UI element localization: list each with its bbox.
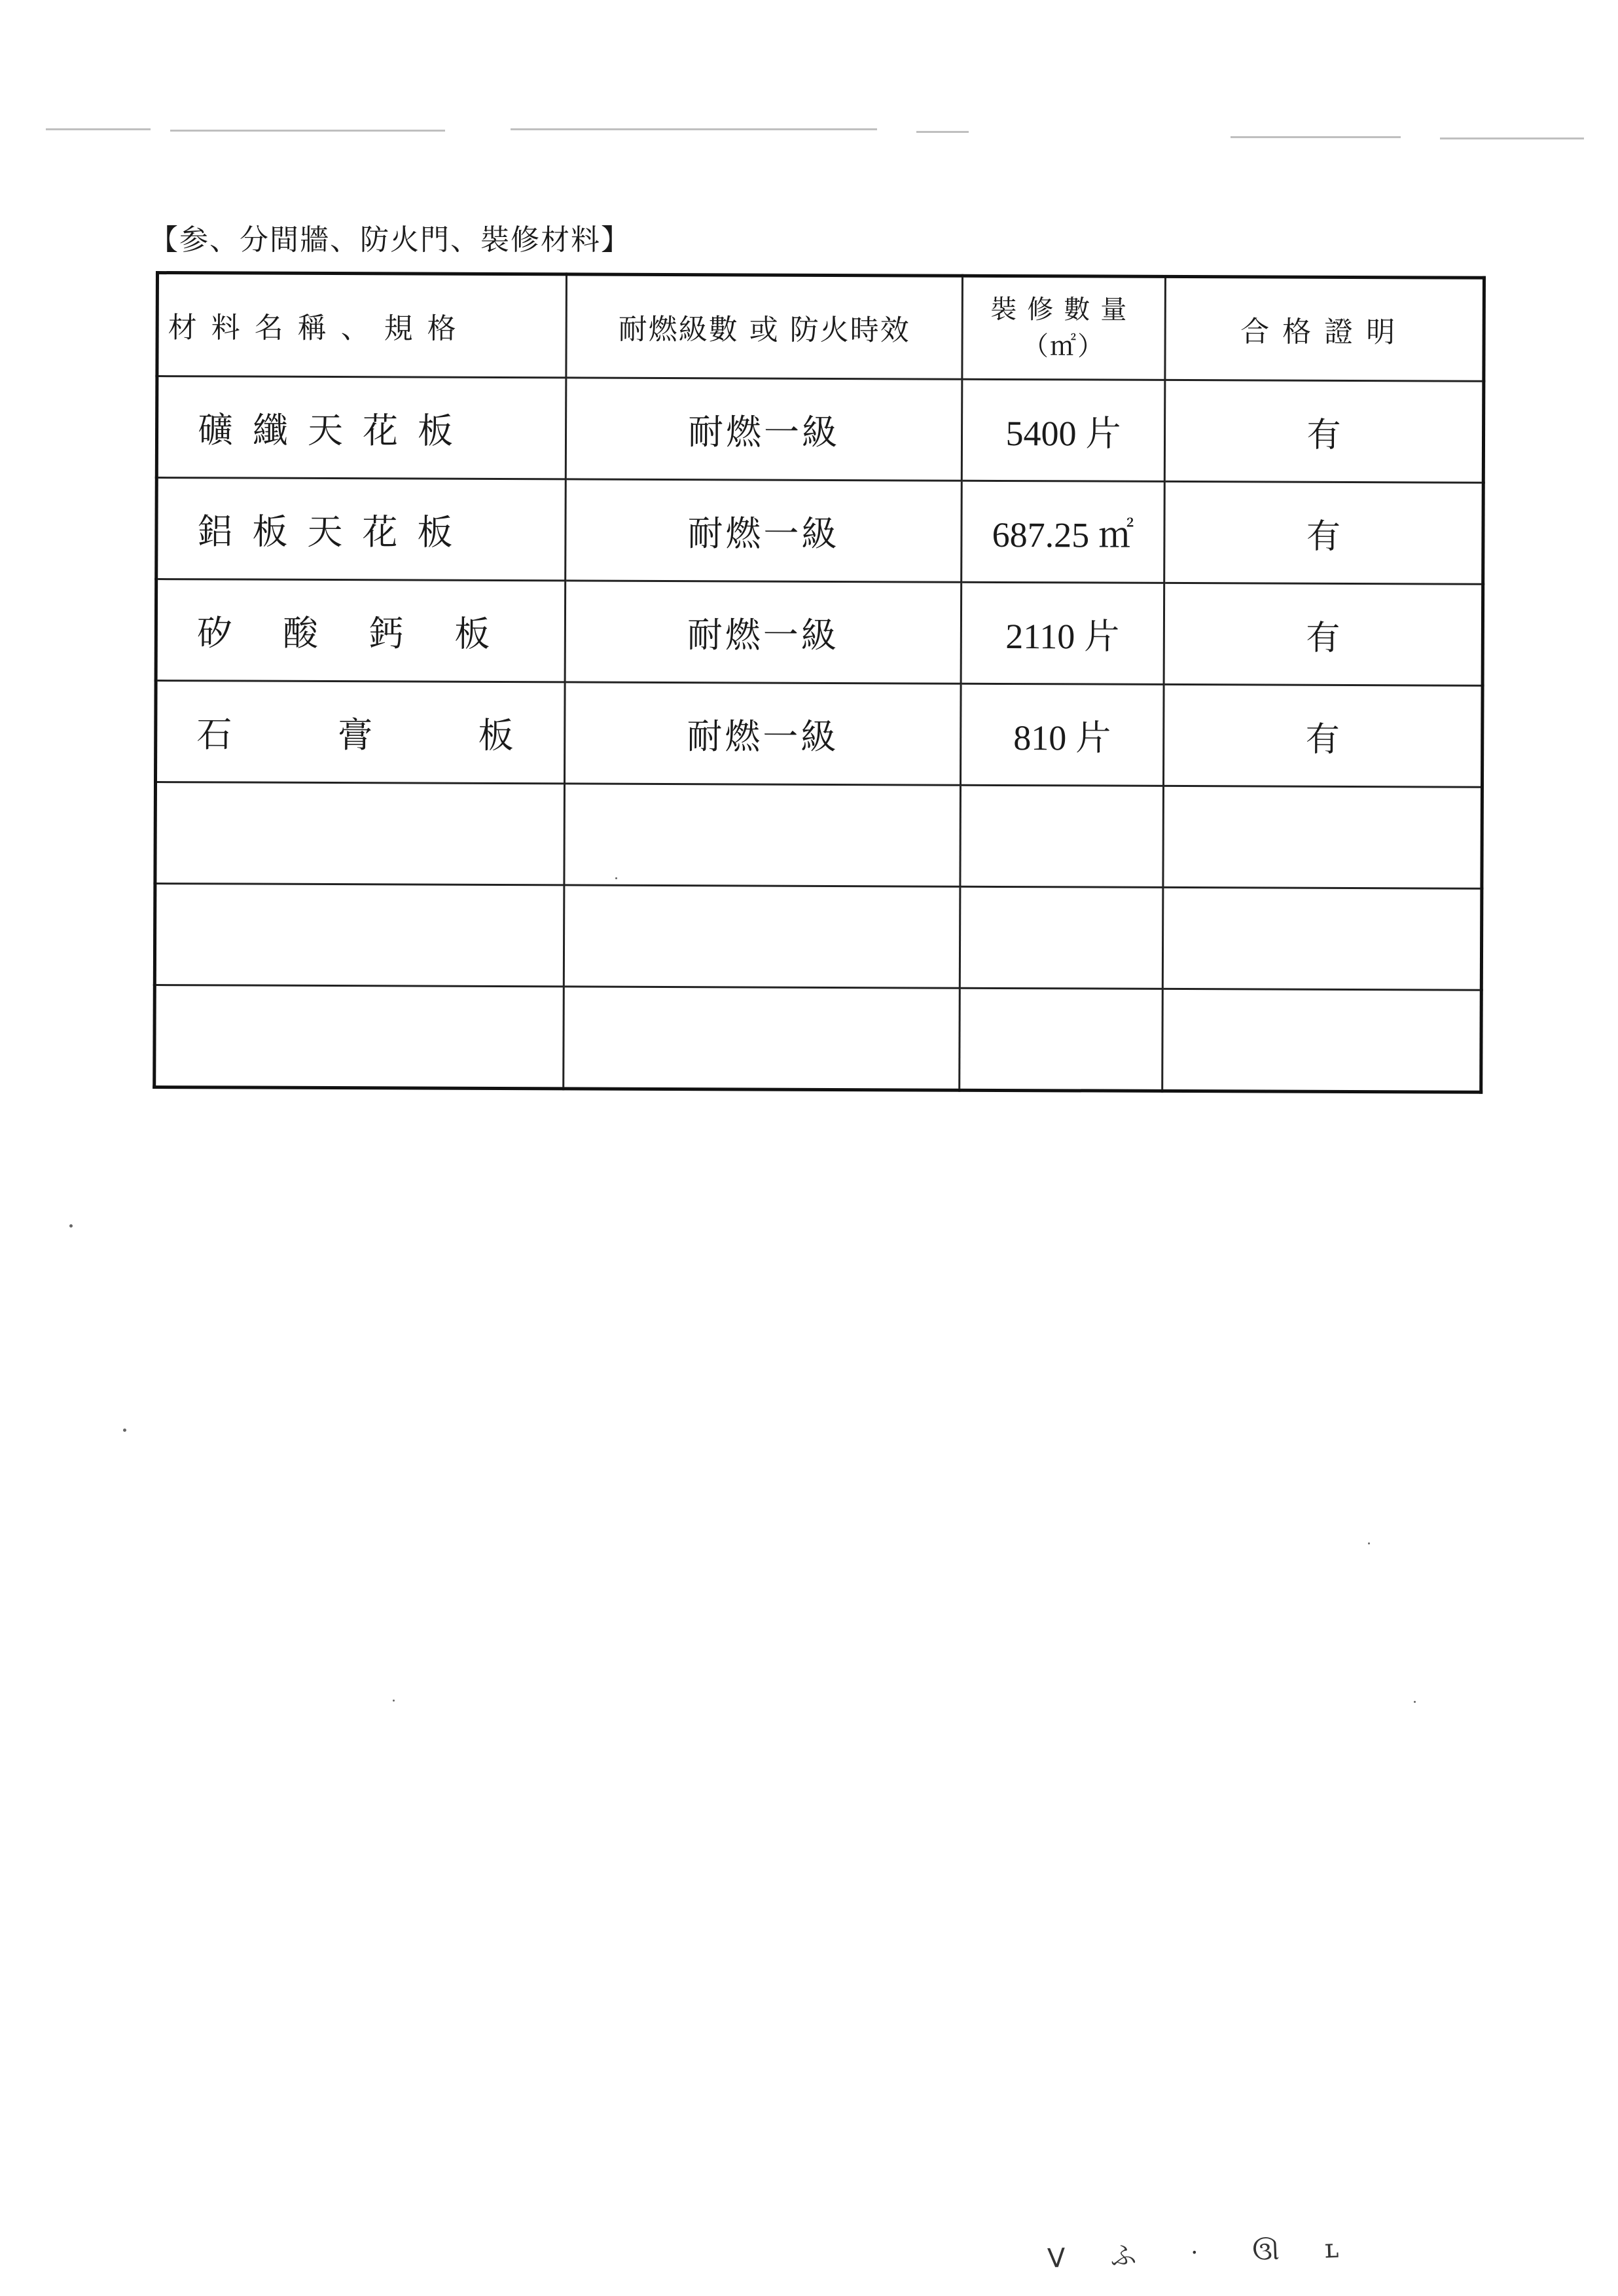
cell-certificate [1163, 786, 1483, 888]
cell-quantity [962, 379, 1165, 481]
scan-artifact [46, 128, 151, 130]
cell-certificate: 有 [1164, 380, 1484, 483]
quantity-value: 687.25 [992, 515, 1090, 555]
quantity-unit: 片 [1085, 412, 1121, 454]
cell-certificate [1162, 887, 1482, 990]
cell-fire-rating: 耐燃一級 [564, 682, 961, 785]
materials-table [153, 271, 1486, 1094]
scan-speck [123, 1429, 126, 1432]
scan-speck [1368, 1542, 1370, 1544]
cell-quantity [960, 683, 1164, 786]
header-fire-rating: 耐燃級數 或 防火時效 [566, 274, 963, 379]
quantity-unit: ㎡ [1098, 514, 1134, 556]
quantity-value: 2110 [1005, 616, 1075, 656]
cell-material-name [154, 985, 564, 1089]
scan-speck [393, 1700, 395, 1702]
cell-material-name: 矽 酸 鈣 板 [156, 579, 566, 682]
header-quantity-unit: （㎡） [1022, 331, 1106, 362]
scan-speck [1414, 1701, 1416, 1703]
table-row [156, 478, 1484, 585]
cell-certificate: 有 [1163, 684, 1483, 787]
table-row [156, 681, 1483, 788]
cell-fire-rating [564, 784, 961, 886]
scan-artifact [916, 131, 969, 133]
table-header-row [157, 273, 1484, 382]
table-row [154, 884, 1482, 991]
table-row [154, 985, 1482, 1093]
header-quantity [962, 276, 1166, 380]
handwritten-mark: ᐯ ふ ‧ ઊ ʟ [1047, 2232, 1358, 2274]
cell-material-name: 鋁板天花板 [156, 478, 566, 581]
cell-quantity [960, 988, 1163, 1091]
section-title: 【参、分間牆、防火門、裝修材料】 [149, 223, 631, 257]
cell-fire-rating: 耐燃一級 [566, 479, 962, 582]
scan-artifact [170, 130, 445, 132]
cell-quantity [960, 886, 1163, 989]
header-quantity-label: 裝修數量 [990, 294, 1138, 325]
quantity-unit: 片 [1075, 716, 1111, 759]
cell-fire-rating [564, 885, 960, 988]
scan-speck [69, 1224, 73, 1228]
quantity-value: 810 [1013, 718, 1067, 757]
quantity-value: 5400 [1005, 413, 1077, 453]
table-row [155, 782, 1483, 889]
cell-material-name: 石 膏 板 [156, 681, 566, 784]
cell-quantity [962, 481, 1165, 583]
cell-certificate [1162, 989, 1482, 1092]
cell-fire-rating [564, 987, 960, 1090]
cell-fire-rating: 耐燃一級 [566, 378, 962, 481]
cell-certificate: 有 [1164, 583, 1483, 685]
cell-certificate: 有 [1164, 481, 1484, 584]
header-certificate: 合格證明 [1165, 276, 1484, 381]
table-row [156, 376, 1484, 483]
table-row [156, 579, 1483, 686]
cell-quantity [961, 582, 1164, 684]
cell-quantity [960, 785, 1164, 887]
quantity-unit: 片 [1084, 615, 1120, 657]
header-material-name: 材料名稱、規格 [157, 273, 567, 378]
cell-fire-rating: 耐燃一級 [565, 581, 962, 683]
scan-artifact [1231, 136, 1401, 138]
scan-artifact [1440, 137, 1584, 139]
scan-speck [615, 877, 617, 879]
materials-table-container [153, 271, 1486, 1091]
cell-material-name: 礦纖天花板 [156, 376, 566, 479]
cell-material-name [154, 884, 564, 987]
scan-artifact [511, 128, 877, 130]
cell-material-name [155, 782, 565, 885]
